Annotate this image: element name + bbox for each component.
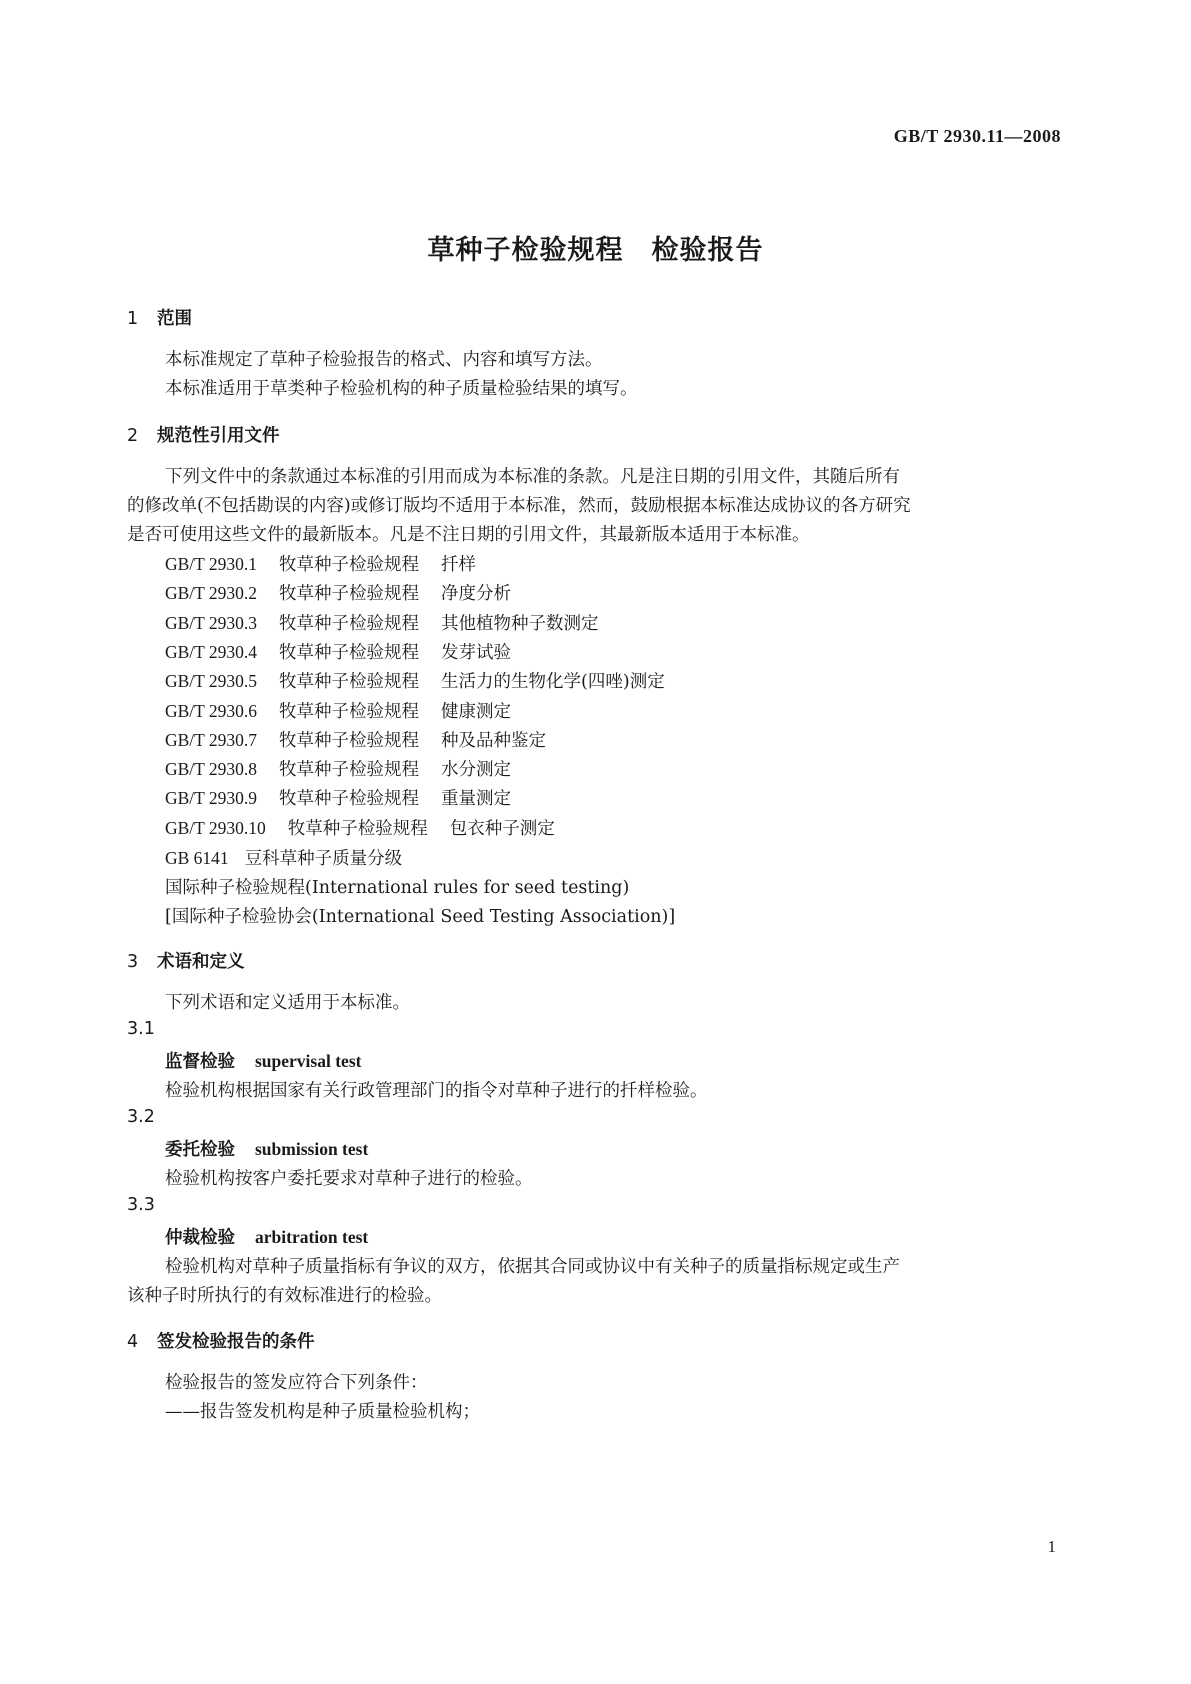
term-chinese: 监督检验 <box>165 1052 235 1072</box>
reference-code: GB/T 2930.6 <box>165 700 258 721</box>
term-number: 3.3 <box>127 1195 155 1215</box>
section-title: 签发检验报告的条件 <box>157 1332 315 1352</box>
reference-series: 牧草种子检验规程 <box>279 701 420 722</box>
reference-code: GB/T 2930.5 <box>165 671 258 692</box>
term-chinese: 委托检验 <box>165 1140 235 1160</box>
reference-item <box>165 698 511 723</box>
reference-series: 牧草种子检验规程 <box>279 584 420 605</box>
reference-item <box>165 551 476 576</box>
reference-item: 国际种子检验规程(International rules for seed testing) <box>165 878 630 898</box>
section-1-heading <box>127 305 192 330</box>
reference-title: 重量测定 <box>441 789 512 810</box>
section-number: 4 <box>127 1332 139 1352</box>
reference-title: 豆科草种子质量分级 <box>244 849 403 869</box>
paragraph-line: 下列文件中的条款通过本标准的引用而成为本标准的条款。凡是注日期的引用文件，其随后所有 <box>165 467 900 487</box>
term-heading <box>165 1136 368 1161</box>
reference-item <box>165 727 546 752</box>
paragraph: 下列术语和定义适用于本标准。 <box>165 993 410 1013</box>
section-2-heading <box>127 422 280 447</box>
page-number: 1 <box>1047 1537 1056 1556</box>
term-chinese: 仲裁检验 <box>165 1228 235 1248</box>
section-number: 3 <box>127 952 139 972</box>
term-english: arbitration test <box>255 1227 369 1247</box>
paragraph-line: 是否可使用这些文件的最新版本。凡是不注日期的引用文件，其最新版本适用于本标准。 <box>127 525 810 545</box>
reference-title: 包衣种子测定 <box>449 818 555 839</box>
reference-code: GB 6141 <box>165 848 229 868</box>
term-definition: 该种子时所执行的有效标准进行的检验。 <box>127 1286 442 1306</box>
reference-item <box>165 756 511 781</box>
reference-item <box>165 639 511 664</box>
reference-code: GB/T 2930.8 <box>165 759 258 780</box>
term-english: submission test <box>255 1139 369 1159</box>
reference-title: 种及品种鉴定 <box>441 730 547 751</box>
reference-series: 牧草种子检验规程 <box>279 613 420 634</box>
section-4-heading <box>127 1328 315 1353</box>
term-heading <box>165 1048 361 1073</box>
reference-title: 水分测定 <box>441 760 512 781</box>
section-number: 2 <box>127 426 139 446</box>
reference-title: 发芽试验 <box>441 642 512 663</box>
reference-code: GB/T 2930.10 <box>165 817 266 838</box>
reference-code: GB/T 2930.9 <box>165 788 258 809</box>
reference-title: 其他植物种子数测定 <box>441 613 599 634</box>
reference-series: 牧草种子检验规程 <box>279 672 420 693</box>
paragraph: 本标准适用于草类种子检验机构的种子质量检验结果的填写。 <box>165 379 638 399</box>
reference-title: 健康测定 <box>441 701 512 722</box>
term-english: supervisal test <box>255 1051 362 1071</box>
term-heading <box>165 1224 368 1249</box>
list-item: ——报告签发机构是种子质量检验机构； <box>165 1402 480 1422</box>
reference-series: 牧草种子检验规程 <box>287 818 428 839</box>
reference-item <box>165 815 555 840</box>
document-title: 草种子检验规程 检验报告 <box>427 235 764 266</box>
paragraph: 本标准规定了草种子检验报告的格式、内容和填写方法。 <box>165 350 603 370</box>
reference-title: 扦样 <box>441 555 477 575</box>
term-number: 3.1 <box>127 1019 155 1039</box>
term-definition: 检验机构对草种子质量指标有争议的双方，依据其合同或协议中有关种子的质量指标规定或生产 <box>165 1257 900 1277</box>
term-number: 3.2 <box>127 1107 155 1127</box>
reference-item <box>165 668 665 693</box>
term-definition: 检验机构根据国家有关行政管理部门的指令对草种子进行的扦样检验。 <box>165 1081 708 1101</box>
reference-title: 生活力的生物化学(四唑)测定 <box>441 672 665 693</box>
standard-code: GB/T 2930.11—2008 <box>893 126 1061 146</box>
reference-item <box>165 785 511 810</box>
term-definition: 检验机构按客户委托要求对草种子进行的检验。 <box>165 1169 533 1189</box>
reference-series: 牧草种子检验规程 <box>279 730 420 751</box>
reference-item: [国际种子检验协会(International Seed Testing Association)] <box>165 907 676 927</box>
section-3-heading <box>127 948 245 973</box>
reference-item <box>165 580 511 605</box>
section-title: 规范性引用文件 <box>157 426 280 446</box>
reference-item <box>165 610 599 635</box>
paragraph: 检验报告的签发应符合下列条件： <box>165 1373 428 1393</box>
section-title: 术语和定义 <box>157 952 245 972</box>
reference-code: GB/T 2930.7 <box>165 729 258 750</box>
section-number: 1 <box>127 309 139 329</box>
reference-series: 牧草种子检验规程 <box>279 555 420 575</box>
reference-code: GB/T 2930.4 <box>165 641 258 662</box>
reference-title: 净度分析 <box>441 584 512 605</box>
reference-series: 牧草种子检验规程 <box>279 642 420 663</box>
reference-code: GB/T 2930.1 <box>165 554 258 574</box>
reference-item <box>165 845 402 870</box>
reference-series: 牧草种子检验规程 <box>279 789 420 810</box>
reference-code: GB/T 2930.2 <box>165 583 258 604</box>
reference-code: GB/T 2930.3 <box>165 612 258 633</box>
section-title: 范围 <box>157 309 192 329</box>
reference-series: 牧草种子检验规程 <box>279 760 420 781</box>
paragraph-line: 的修改单(不包括勘误的内容)或修订版均不适用于本标准，然而，鼓励根据本标准达成协议的各方研究 <box>127 496 911 516</box>
